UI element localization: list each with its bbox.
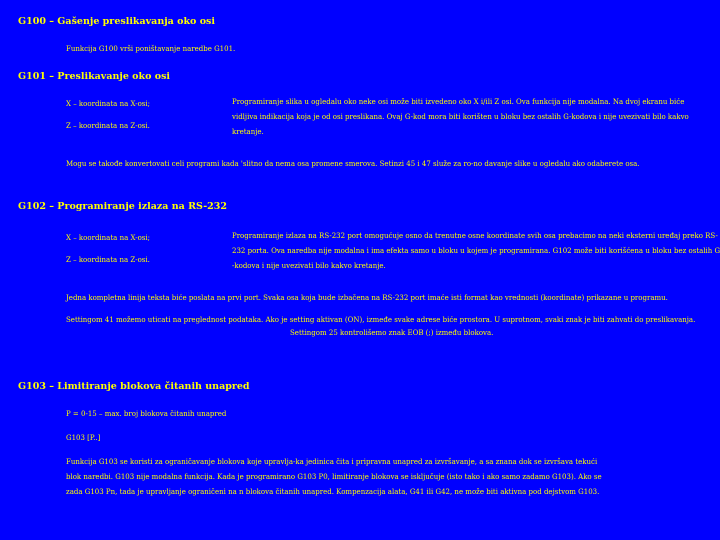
g101-note: Mogu se takođe konvertovati celi programi kada 'slitno da nema osa promene smerova. Setinzi 45 i 47 služe za ro-no davanje slike u ogledalu ako odaberete osa. [66,160,640,168]
g103-description-line: Funkcija G103 se koristi za ograničavanje blokova koje upravlja-ka jedinica čita i pripravna unapred za izvršavanje, a sa znana dok se izvršava tekući [66,458,598,466]
g100-heading: G100 – Gašenje preslikavanja oko osi [18,16,215,27]
g102-note-setting25: Settingom 25 kontrolišemo znak EOB (;) između blokova. [290,329,494,337]
g101-description-line: Programiranje slika u ogledalu oko neke osi može biti izvedeno oko X i/ili Z osi. Ova funkcija nije modalna. Na dvoj ekranu biće [232,98,685,106]
g102-note-output: Jedna kompletna linija teksta biće poslata na prvi port. Svaka osa koja bude izbačena na RS-232 port imaće isti format kao vrednosti (koordinate) prikazane u programu. [66,294,668,302]
g100-text: Funkcija G100 vrši poništavanje naredbe G101. [66,45,236,53]
g103-p-param: P = 0-15 – max. broj blokova čitanih unapred [66,410,227,418]
g101-z-param: Z – koordinata na Z-osi. [66,122,150,130]
g102-x-param: X – koordinata na X-osi; [66,234,150,242]
g101-description-line: vidljiva indikacija koja je od osi preslikana. Ovaj G-kod mora biti korišten u bloku bez ostalih G-kodova i nije uvezivati bilo kakvo [232,113,689,121]
g102-description-line: -kodova i nije uvezivati bilo kakvo kretanje. [232,262,386,270]
g103-description-line: blok naredbi. G103 nije modalna funkcija. Kada je programirano G103 P0, limitiranje blokova se isključuje (isto tako i ako samo zadamo G103). Ako se [66,473,602,481]
g102-description-line: Programiranje izlaza na RS-232 port omogućuje osno da trenutne osne koordinate svih osa prebacimo na neki eksterni uređaj preko RS- [232,232,718,240]
g103-heading: G103 – Limitiranje blokova čitanih unapred [18,381,250,392]
g102-note-setting41: Settingom 41 možemo uticati na preglednost podataka. Ako je setting aktivan (ON), izmeđe svake adrese biće prostora. U suprotnom, svaki znak je biti zahvati do preslikavanja. [66,316,696,324]
g101-x-param: X – koordinata na X-osi; [66,100,150,108]
g103-syntax: G103 [P..] [66,434,101,442]
g103-description-line: zada G103 Pn, tada je upravljanje ograničeni na n blokova čitanih unapred. Kompenzacija alata, G41 ili G42, ne može biti aktivna pod dejstvom G103. [66,488,600,496]
g103-description [66,455,710,500]
g102-z-param: Z – koordinata na Z-osi. [66,256,150,264]
g102-description [232,229,720,274]
g101-description-line: kretanje. [232,128,264,136]
g101-heading: G101 – Preslikavanje oko osi [18,71,171,82]
g101-description [232,95,710,140]
g102-heading: G102 – Programiranje izlaza na RS-232 [18,201,227,212]
g102-description-line: 232 porta. Ova naredba nije modalna i ima efekta samo u bloku u kojem je programirana. G102 može biti korišćena u bloku bez ostalih G [232,247,720,255]
